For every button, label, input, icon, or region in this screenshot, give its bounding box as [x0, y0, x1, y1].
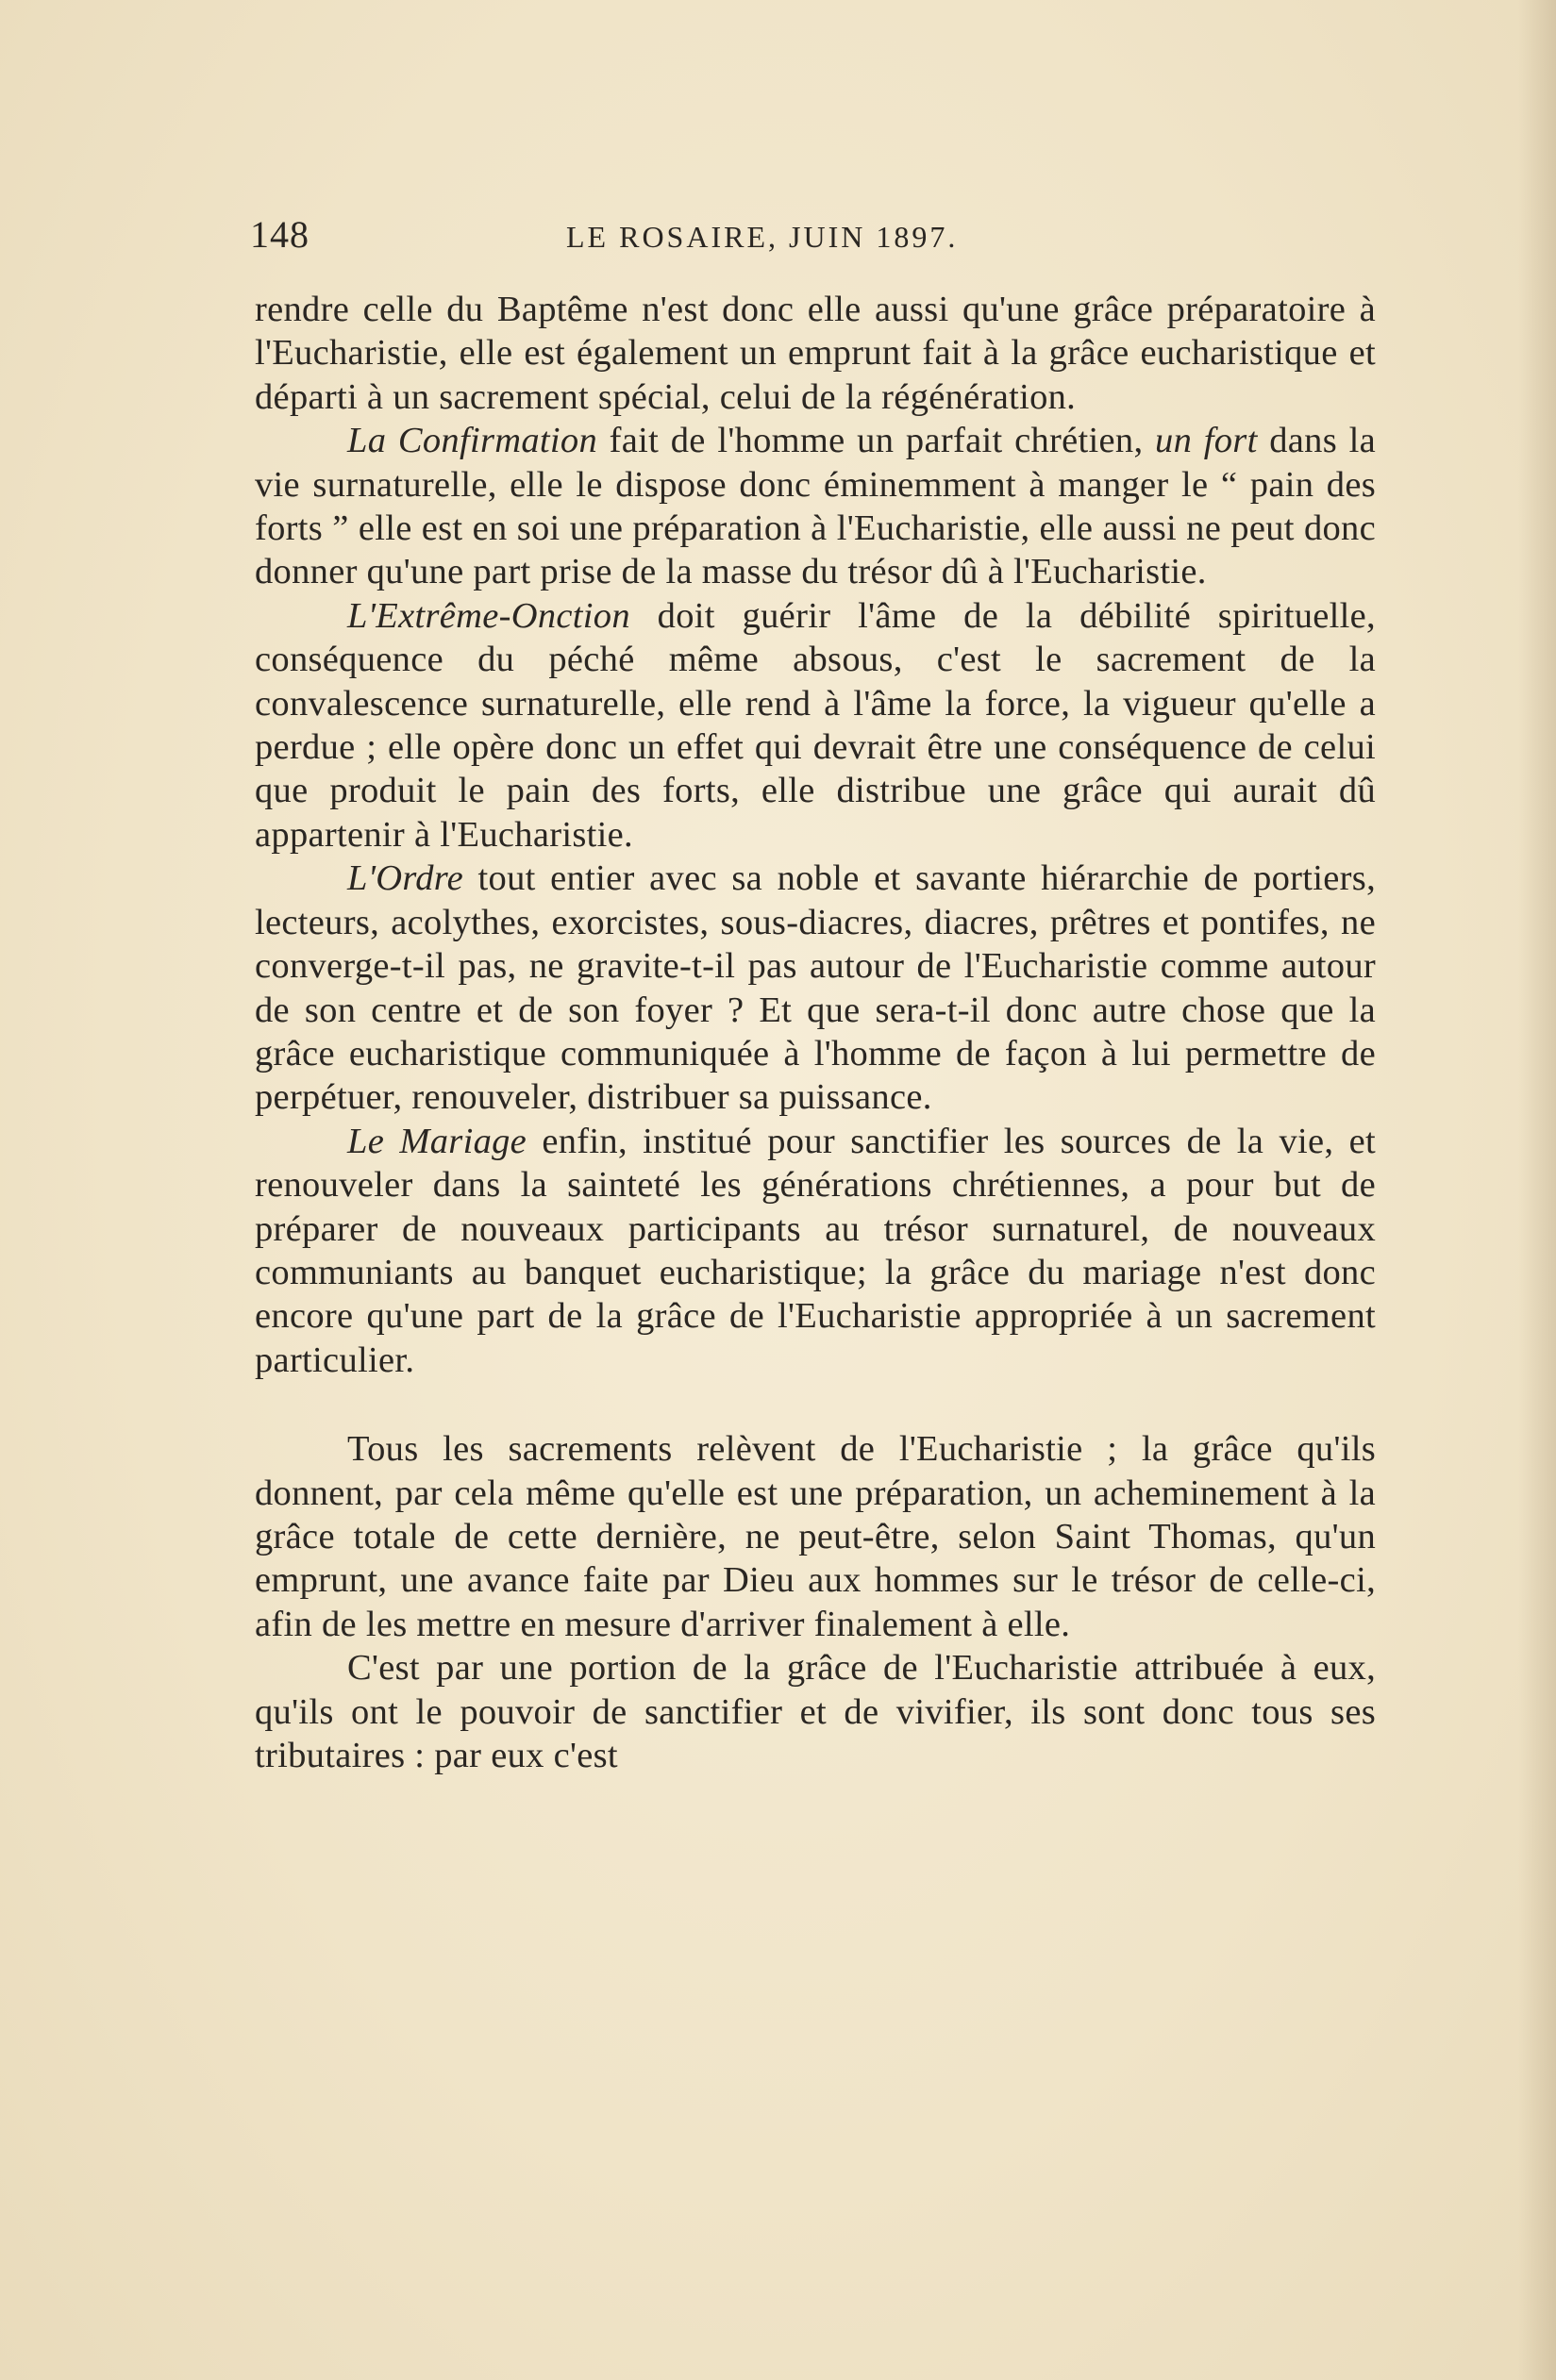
paragraph-text: rendre celle du Baptême n'est donc elle aussi qu'une grâce préparatoire à l'Eucharistie, elle est également un emprunt fait à la grâce eucharistique et départi à un sacrement spécial, celui de la régénération. — [255, 290, 1376, 417]
paragraph-text: Tous les sacrements relèvent de l'Eucharistie ; la grâce qu'ils donnent, par cela même qu'elle est une préparation, un acheminement à la grâce totale de cette dernière, ne peut-être, selon Saint Thomas, qu'un emprunt, une avance faite par Dieu aux hommes sur le trésor de celle-ci, afin de les mettre en mesure d'arriver finalement à elle. — [255, 1429, 1376, 1644]
paragraph-text: doit guérir l'âme de la débilité spirituelle, conséquence du péché même absous, c'est le sacrement de la convalescence surnaturelle, elle rend à l'âme la force, la vigueur qu'elle a perdue ; elle opère donc un effet qui devrait être une conséquence de celui que produit le pain des forts, elle distribue une grâce qui aurait dû appartenir à l'Eucharistie. — [255, 595, 1376, 855]
paragraph-text: C'est par une portion de la grâce de l'Eucharistie attribuée à eux, qu'ils ont le pouvoir de sanctifier et de vivifier, ils sont donc tous ses tributaires : par eux c'est — [255, 1648, 1376, 1775]
page-number: 148 — [250, 213, 310, 256]
paragraph-extreme-onction — [255, 594, 1376, 857]
sacrament-name: L'Ordre — [347, 858, 463, 899]
sacrament-name: L'Extrême-Onction — [347, 595, 630, 636]
body-text — [255, 288, 1376, 1777]
paragraph-text: fait de l'homme un parfait chrétien, — [597, 421, 1156, 461]
paragraph-mariage — [255, 1120, 1376, 1382]
paragraph-confirmation — [255, 419, 1376, 594]
sacrament-name: La Confirmation — [347, 421, 597, 461]
paragraph-baptism — [255, 288, 1376, 419]
page-header — [250, 212, 1373, 269]
running-title: LE ROSAIRE, JUIN 1897. — [566, 220, 959, 254]
paragraph-text: dans la vie surnaturelle, elle le dispose donc éminemment à manger le “ pain des forts ” elle est en soi une préparation à l'Eucharistie, elle aussi ne peut donc donner qu'une part prise de la masse du trésor dû à l'Eucharistie. — [255, 421, 1376, 592]
sacrament-name: Le Mariage — [347, 1121, 527, 1161]
emphasis-text: un fort — [1155, 421, 1258, 461]
paragraph-tous-les-sacrements — [255, 1427, 1376, 1646]
page-edge-shadow — [1518, 0, 1556, 2380]
paragraph-portion-de-la-grace — [255, 1646, 1376, 1777]
paragraph-text: tout entier avec sa noble et savante hiérarchie de portiers, lecteurs, acolythes, exorcistes, sous-diacres, diacres, prêtres et pontifes, ne converge-t-il pas, ne gravite-t-il pas autour de l'Eucharistie comme autour de son centre et de son foyer ? Et que sera-t-il donc autre chose que la grâce eucharistique communiquée à l'homme de façon à lui permettre de perpétuer, renouveler, distribuer sa puissance. — [255, 858, 1376, 1118]
paragraph-ordre — [255, 857, 1376, 1119]
paragraph-text: enfin, institué pour sanctifier les sources de la vie, et renouveler dans la sainteté les générations chrétiennes, a pour but de préparer de nouveaux participants au trésor surnaturel, de nouveaux communiants au banquet eucharistique; la grâce du mariage n'est donc encore qu'une part de la grâce de l'Eucharistie appropriée à un sacrement particulier. — [255, 1121, 1376, 1380]
